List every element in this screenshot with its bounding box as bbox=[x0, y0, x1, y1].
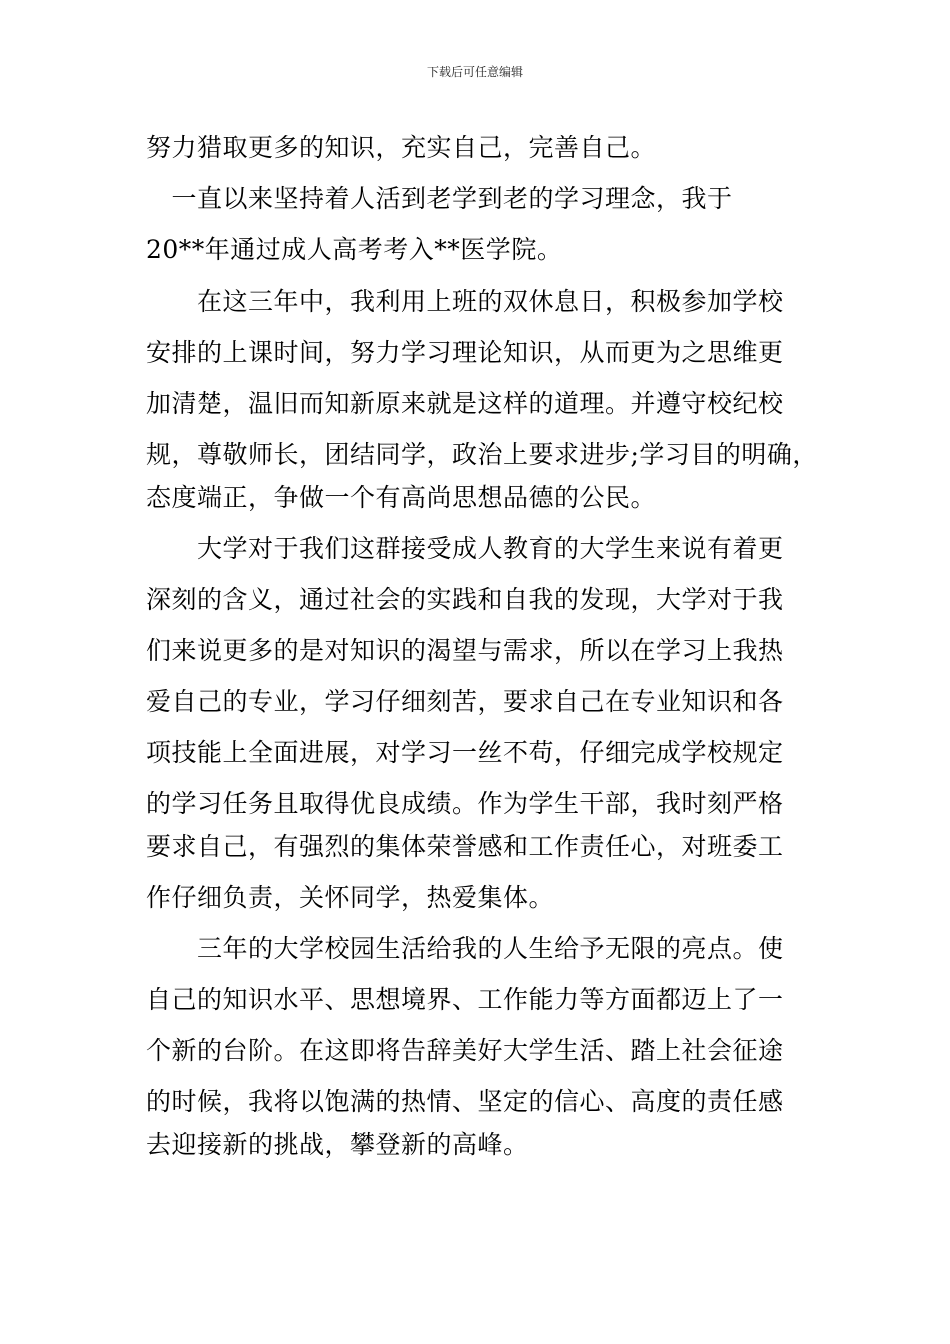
text-line: 们来说更多的是对知识的渴望与需求，所以在学习上我热 bbox=[146, 636, 784, 665]
text-line: 自己的知识水平、思想境界、工作能力等方面都迈上了一 bbox=[146, 985, 784, 1014]
text-line: 的时候，我将以饱满的热情、坚定的信心、高度的责任感 bbox=[146, 1087, 784, 1116]
text-line: 要求自己，有强烈的集体荣誉感和工作责任心，对班委工 bbox=[146, 832, 784, 861]
text-line: 规，尊敬师长，团结同学，政治上要求进步;学习目的明确， bbox=[146, 440, 818, 469]
text-line: 三年的大学校园生活给我的人生给予无限的亮点。使 bbox=[146, 934, 784, 963]
text-line: 去迎接新的挑战，攀登新的高峰。 bbox=[146, 1130, 529, 1159]
text-line: 项技能上全面进展，对学习一丝不苟，仔细完成学校规定 bbox=[146, 738, 784, 767]
text-line: 努力猎取更多的知识，充实自己，完善自己。 bbox=[146, 133, 657, 162]
text-line: 个新的台阶。在这即将告辞美好大学生活、踏上社会征途 bbox=[146, 1036, 784, 1065]
text-line: 一直以来坚持着人活到老学到老的学习理念，我于 bbox=[146, 184, 733, 213]
page-header: 下载后可任意编辑 bbox=[426, 65, 523, 79]
text-line: 20**年通过成人高考考入**医学院。 bbox=[146, 235, 563, 264]
text-line: 作仔细负责，关怀同学，热爱集体。 bbox=[146, 883, 555, 912]
text-line: 安排的上课时间，努力学习理论知识，从而更为之思维更 bbox=[146, 338, 784, 367]
text-line: 大学对于我们这群接受成人教育的大学生来说有着更 bbox=[146, 534, 784, 563]
text-line: 深刻的含义，通过社会的实践和自我的发现，大学对于我 bbox=[146, 585, 784, 614]
text-line: 在这三年中，我利用上班的双休息日，积极参加学校 bbox=[146, 287, 784, 316]
text-line: 爱自己的专业，学习仔细刻苦，要求自己在专业知识和各 bbox=[146, 687, 784, 716]
text-line: 加清楚，温旧而知新原来就是这样的道理。并遵守校纪校 bbox=[146, 389, 784, 418]
text-line: 态度端正，争做一个有高尚思想品德的公民。 bbox=[146, 483, 657, 512]
text-line: 的学习任务且取得优良成绩。作为学生干部，我时刻严格 bbox=[146, 789, 784, 818]
